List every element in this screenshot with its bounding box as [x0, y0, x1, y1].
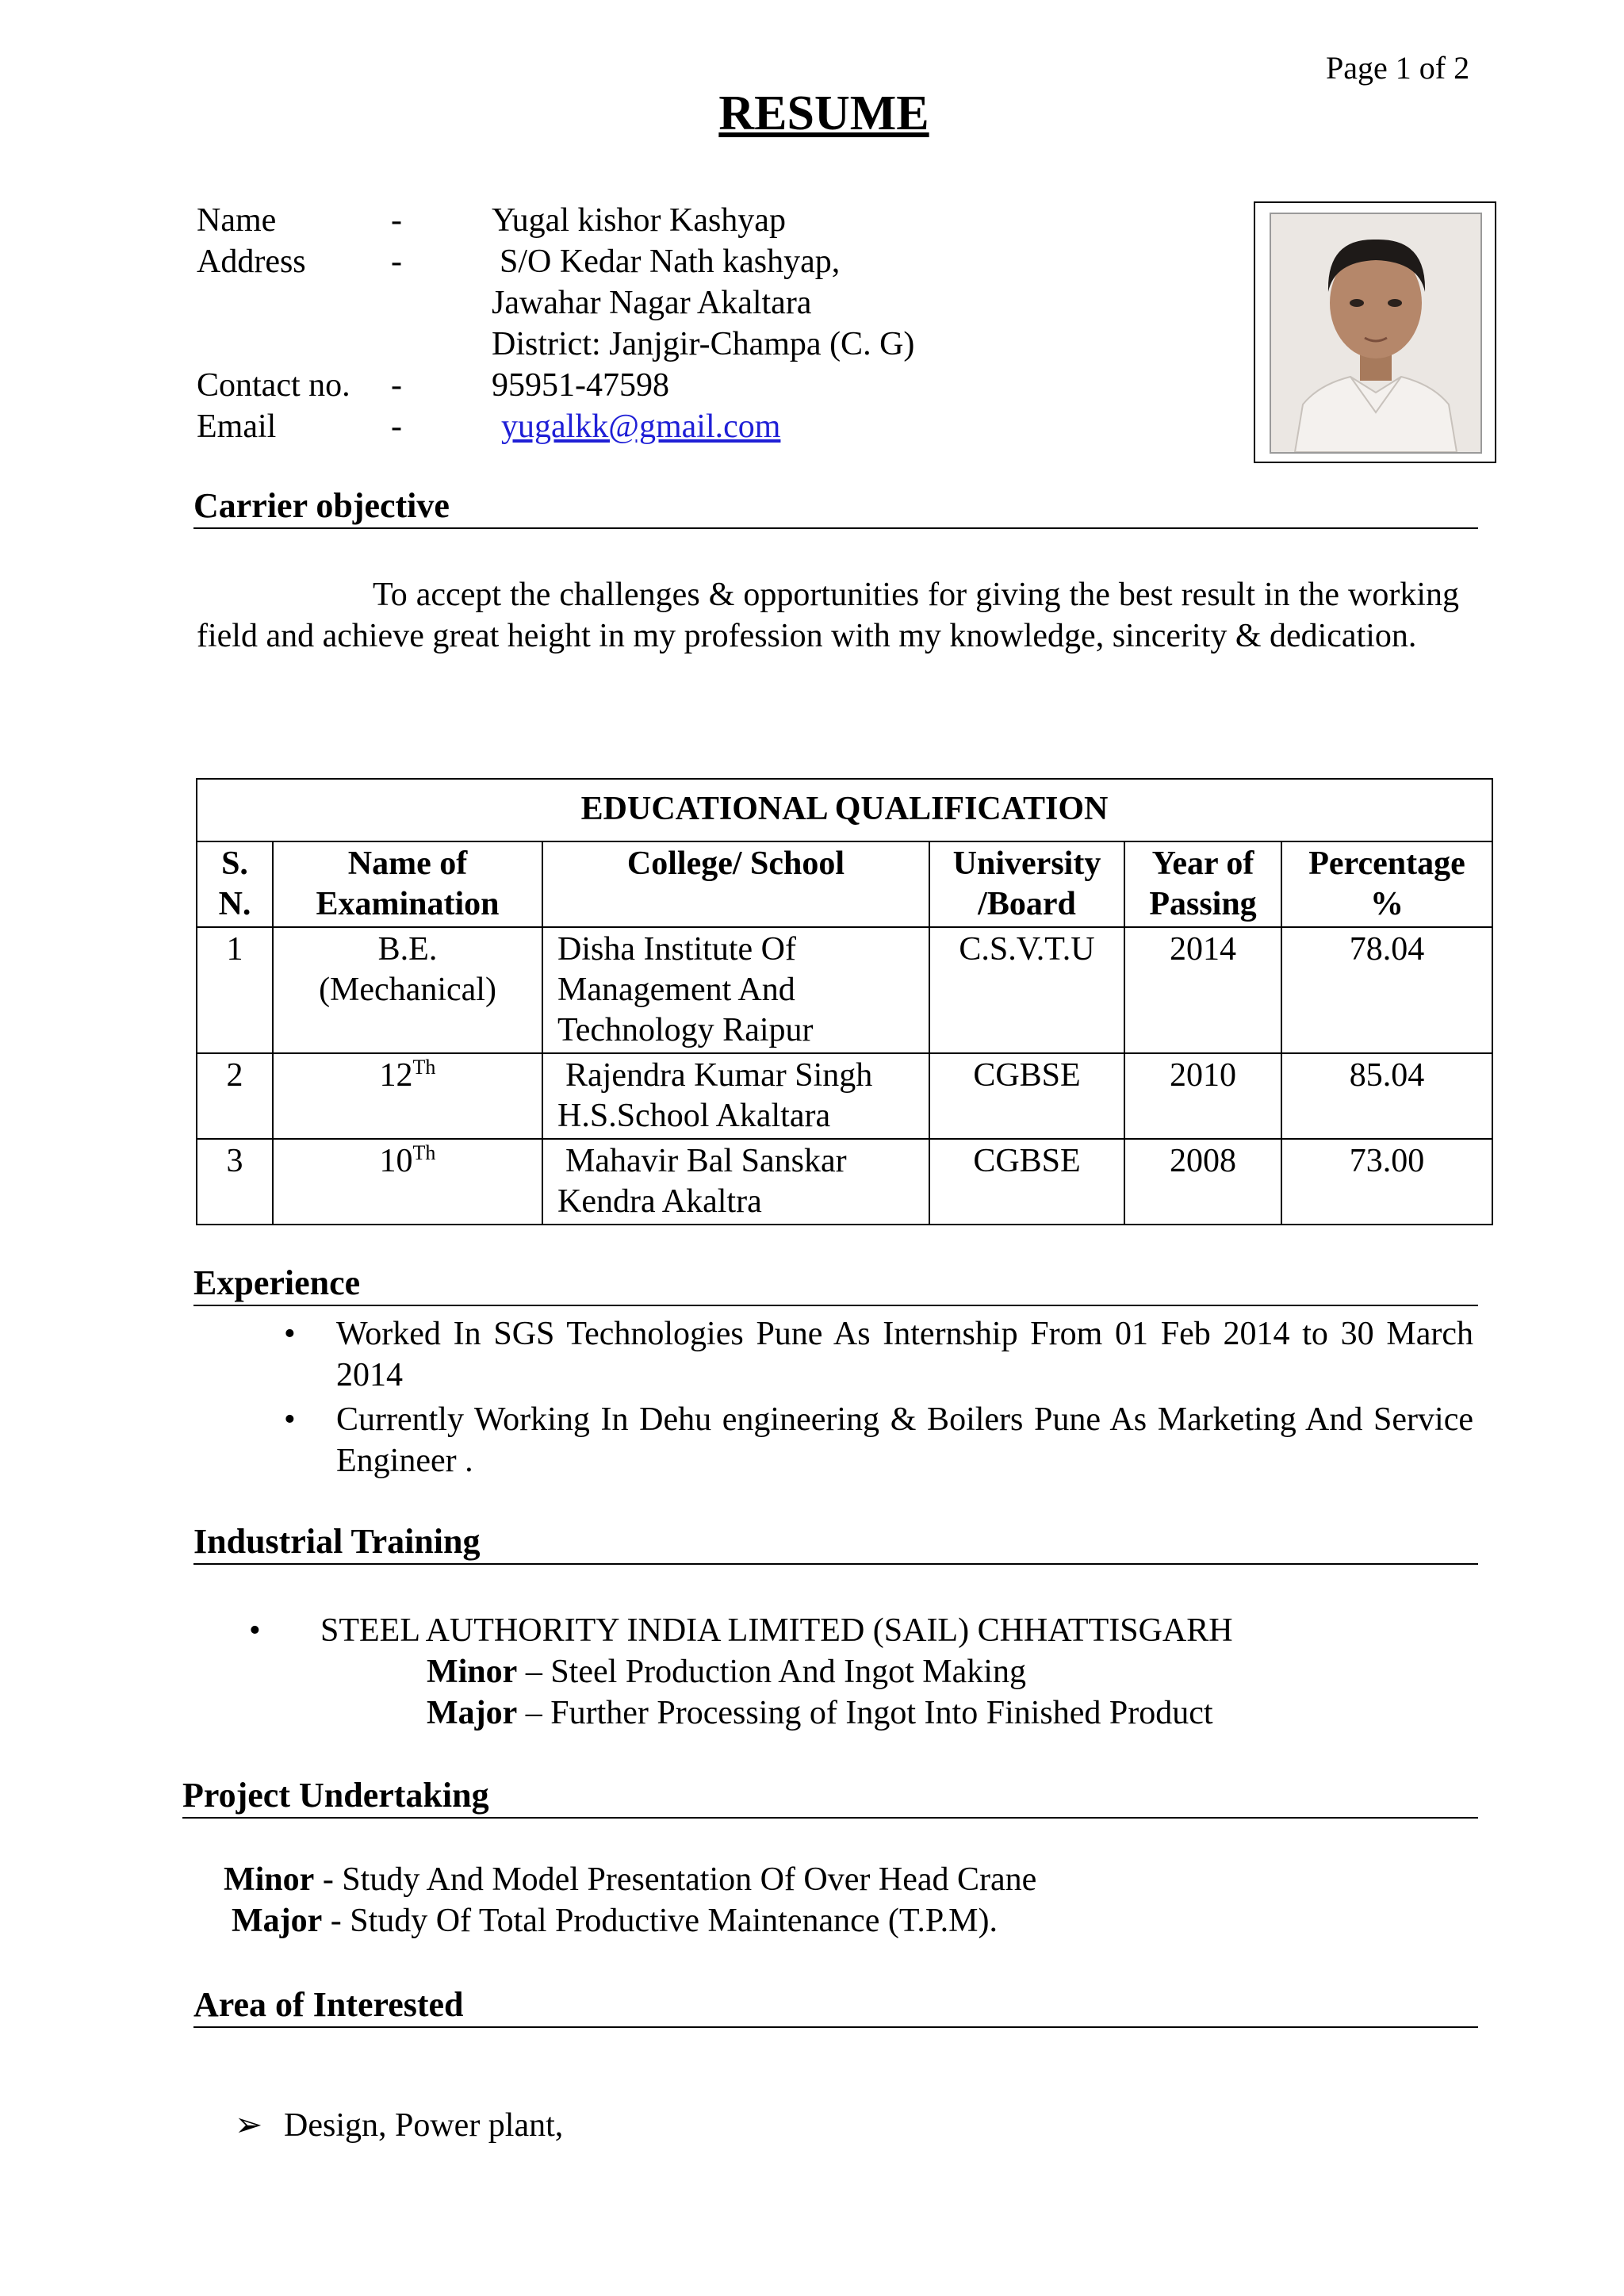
- row-year: 2010: [1124, 1053, 1281, 1139]
- table-row: [197, 927, 1492, 1053]
- profile-photo: [1254, 201, 1496, 463]
- interest-heading: Area of Interested: [193, 1984, 1478, 2028]
- interest-item: Design, Power plant,: [284, 2107, 564, 2144]
- row-exam: 12Th: [273, 1053, 542, 1139]
- training-bullet-icon: •: [249, 1612, 261, 1649]
- list-item: • Worked In SGS Technologies Pune As Internship From 01 Feb 2014 to 30 March 2014: [197, 1313, 1473, 1396]
- table-row: [197, 1139, 1492, 1225]
- address-label: Address: [197, 243, 306, 280]
- address-line-3: District: Janjgir-Champa (C. G): [492, 326, 915, 362]
- row-college: Rajendra Kumar Singh H.S.School Akaltara: [542, 1053, 929, 1139]
- experience-heading: Experience: [193, 1263, 1478, 1306]
- email-link[interactable]: yugalkk@gmail.com: [501, 408, 781, 445]
- project-minor: Minor - Study And Model Presentation Of Over Head Crane: [224, 1861, 1037, 1898]
- row-board: CGBSE: [929, 1139, 1124, 1225]
- contact-label: Contact no.: [197, 367, 350, 404]
- header-college: College/ School: [542, 841, 929, 927]
- row-percent: 73.00: [1281, 1139, 1492, 1225]
- education-title-row: [197, 779, 1492, 841]
- row-year: 2008: [1124, 1139, 1281, 1225]
- training-minor: Minor – Steel Production And Ingot Making: [427, 1654, 1026, 1690]
- person-portrait-icon: [1271, 214, 1480, 452]
- header-sn: S. N.: [197, 841, 273, 927]
- resume-title: RESUME: [718, 86, 929, 140]
- arrow-bullet-icon: ➢: [235, 2107, 263, 2144]
- training-heading: Industrial Training: [193, 1521, 1478, 1565]
- row-board: CGBSE: [929, 1053, 1124, 1139]
- row-college: Mahavir Bal Sanskar Kendra Akaltra: [542, 1139, 929, 1225]
- photo-image: [1270, 213, 1482, 454]
- email-dash: -: [391, 408, 402, 445]
- row-board: C.S.V.T.U: [929, 927, 1124, 1053]
- header-exam: Name of Examination: [273, 841, 542, 927]
- email-label: Email: [197, 408, 277, 445]
- row-year: 2014: [1124, 927, 1281, 1053]
- contact-value: 95951-47598: [492, 367, 669, 404]
- objective-heading: Carrier objective: [193, 485, 1478, 529]
- header-percent: Percentage %: [1281, 841, 1492, 927]
- objective-text: To accept the challenges & opportunities for giving the best result in the working field and achieve great height in my profession with my knowledge, sincerity & dedication.: [197, 577, 1459, 654]
- contact-dash: -: [391, 367, 402, 404]
- row-sn: 1: [197, 927, 273, 1053]
- page-number: Page 1 of 2: [1326, 50, 1470, 86]
- list-item: • Currently Working In Dehu engineering & Boilers Pune As Marketing And Service Engineer .: [197, 1399, 1473, 1481]
- project-heading: Project Undertaking: [182, 1775, 1478, 1819]
- education-title: EDUCATIONAL QUALIFICATION: [197, 779, 1492, 841]
- row-sn: 3: [197, 1139, 273, 1225]
- bullet-icon: •: [284, 1316, 296, 1352]
- address-line-2: Jawahar Nagar Akaltara: [492, 285, 812, 321]
- row-percent: 78.04: [1281, 927, 1492, 1053]
- bullet-icon: •: [284, 1401, 296, 1438]
- row-college: Disha Institute Of Management And Technology Raipur: [542, 927, 929, 1053]
- row-percent: 85.04: [1281, 1053, 1492, 1139]
- education-header-row: [197, 841, 1492, 927]
- row-exam: 10Th: [273, 1139, 542, 1225]
- header-year: Year of Passing: [1124, 841, 1281, 927]
- education-table: [196, 778, 1493, 1225]
- table-row: [197, 1053, 1492, 1139]
- name-dash: -: [391, 202, 402, 239]
- training-item: STEEL AUTHORITY INDIA LIMITED (SAIL) CHHATTISGARH: [320, 1612, 1233, 1649]
- header-board: University /Board: [929, 841, 1124, 927]
- project-major: Major - Study Of Total Productive Maintenance (T.P.M).: [232, 1903, 998, 1939]
- name-label: Name: [197, 202, 277, 239]
- name-value: Yugal kishor Kashyap: [492, 202, 786, 239]
- experience-list: [197, 1313, 1473, 1485]
- address-dash: -: [391, 243, 402, 280]
- row-sn: 2: [197, 1053, 273, 1139]
- address-line-1: S/O Kedar Nath kashyap,: [500, 243, 841, 280]
- row-exam: B.E. (Mechanical): [273, 927, 542, 1053]
- training-major: Major – Further Processing of Ingot Into Finished Product: [427, 1695, 1213, 1731]
